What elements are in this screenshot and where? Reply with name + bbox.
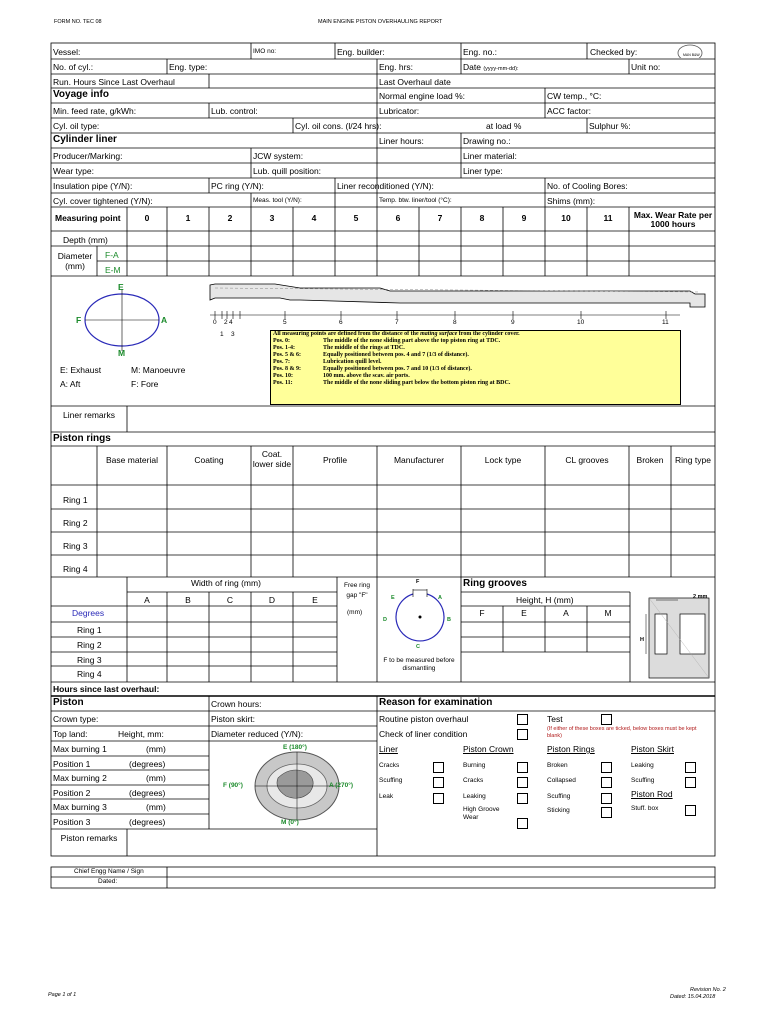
check-liner-label: Check of liner condition bbox=[379, 729, 468, 739]
chief-sign-label: Chief Engg Name / Sign bbox=[74, 868, 144, 875]
groove-col-E: E bbox=[521, 608, 527, 618]
crown-item-checkbox[interactable] bbox=[517, 762, 528, 773]
rod-item-checkbox[interactable] bbox=[685, 805, 696, 816]
producer-label: Producer/Marking: bbox=[53, 151, 123, 161]
eng-type-label: Eng. type: bbox=[169, 62, 208, 72]
scale-1: 1 bbox=[220, 331, 224, 338]
voyage-info-title: Voyage info bbox=[53, 89, 109, 100]
scale-8: 8 bbox=[453, 319, 457, 326]
measuring-point-7: 7 bbox=[437, 213, 443, 223]
measuring-points-note: All measuring points are defined from the distance of the mating surface from the cylinder cover. Pos. 0: The middle of the none sliding part above the top piston ring at TDC. Pos. 1-4: The middle of the rings at TDC. Pos. 5 & 6: Equally positioned between pos. 4 and 7 (1/3 of distance). Pos. 7: Lubrication quill level. Pos. 8 & 9: Equally positioned between pos. 7 and 10 (1/3 of distance). Pos. 10: 100 mm. above the scav. air ports. Pos. 11: The middle of the none sliding part below the bottom piston ring at BDC. bbox=[270, 330, 681, 405]
min-feed-label: Min. feed rate, g/kWh: bbox=[53, 106, 137, 116]
eng-no-label: Eng. no.: bbox=[463, 47, 498, 57]
form-number: FORM NO. TEC 08 bbox=[54, 19, 102, 25]
cylinder-liner-title: Cylinder liner bbox=[53, 134, 117, 145]
note-row: Pos. 5 & 6: Equally positioned between pos. 4 and 7 (1/3 of distance). bbox=[273, 352, 469, 358]
note-row: Pos. 10: 100 mm. above the scav. air ports. bbox=[273, 373, 410, 379]
note-row: Pos. 11: The middle of the none sliding part below the bottom piston ring at BDC. bbox=[273, 380, 511, 386]
liner-item-checkbox[interactable] bbox=[433, 777, 444, 788]
liner-type-label: Liner type: bbox=[463, 166, 503, 176]
crown-item-checkbox[interactable] bbox=[517, 793, 528, 804]
note-row: Pos. 8 & 9: Equally positioned between pos. 7 and 10 (1/3 of distance). bbox=[273, 366, 472, 372]
crown-a: A (270°) bbox=[329, 782, 354, 789]
scale-5: 5 bbox=[283, 319, 287, 326]
liner-heading: Liner bbox=[379, 744, 398, 754]
shims-label: Shims (mm): bbox=[547, 196, 596, 206]
width-ring-label: Ring 4 bbox=[77, 669, 102, 679]
liner-item-checkbox[interactable] bbox=[433, 762, 444, 773]
rings-item-label: Broken bbox=[547, 762, 568, 769]
cw-temp-label: CW temp., °C: bbox=[547, 91, 602, 101]
note-row: Pos. 1-4: The middle of the rings at TDC. bbox=[273, 345, 405, 351]
legend-manoeuvre: M: Manoeuvre bbox=[131, 365, 186, 375]
burning-row-label: Position 3 bbox=[53, 817, 91, 827]
piston-rings-title: Piston rings bbox=[53, 433, 111, 444]
insulation-label: Insulation pipe (Y/N): bbox=[53, 181, 133, 191]
meas-tool-label: Meas. tool (Y/N): bbox=[253, 197, 302, 204]
liner-remarks-input[interactable] bbox=[130, 409, 710, 429]
groove-h: H bbox=[640, 637, 644, 643]
ring-header-7: Broken bbox=[636, 455, 664, 465]
liner-profile-drawing bbox=[210, 284, 705, 319]
skirt-item-label: Leaking bbox=[631, 762, 654, 769]
width-ring-label: Ring 3 bbox=[77, 655, 102, 665]
lubricator-label: Lubricator: bbox=[379, 106, 420, 116]
note-row: Pos. 0: The middle of the none sliding part above the top piston ring at TDC. bbox=[273, 338, 501, 344]
crown-item-label: Leaking bbox=[463, 793, 486, 800]
measuring-point-3: 3 bbox=[269, 213, 275, 223]
free-ring-gap-drawing bbox=[396, 589, 444, 641]
date-label: Date (yyyy-mm-dd): bbox=[463, 62, 519, 72]
burning-row-unit: (mm) bbox=[146, 773, 166, 783]
checked-by-label: Checked by: bbox=[590, 47, 638, 57]
liner-recond-label: Liner reconditioned (Y/N): bbox=[337, 181, 434, 191]
crown-item-label: Cracks bbox=[463, 777, 484, 784]
unit-no-label: Unit no: bbox=[631, 62, 661, 72]
scale-2: 2 bbox=[224, 319, 228, 326]
liner-item-checkbox[interactable] bbox=[433, 793, 444, 804]
ring-header-1: Coating bbox=[194, 455, 224, 465]
form-title: MAIN ENGINE PISTON OVERHAULING REPORT bbox=[318, 19, 443, 25]
gap-b: B bbox=[447, 617, 451, 623]
free-gap-mm: (mm) bbox=[347, 609, 363, 616]
burning-row-label: Position 1 bbox=[53, 759, 91, 769]
crown-e: E (180°) bbox=[283, 744, 307, 751]
scale-6: 6 bbox=[339, 319, 343, 326]
revision-date: Dated: 15.04.2018 bbox=[670, 994, 716, 1000]
rod-item-label: Stuff. box bbox=[631, 805, 659, 812]
scale-0: 0 bbox=[213, 319, 217, 326]
liner-item-label: Cracks bbox=[379, 762, 400, 769]
ring-row-label: Ring 1 bbox=[63, 495, 88, 505]
liner-material-label: Liner material: bbox=[463, 151, 517, 161]
liner-item-label: Leak bbox=[379, 793, 394, 800]
measuring-point-8: 8 bbox=[479, 213, 485, 223]
legend-fore: F: Fore bbox=[131, 379, 159, 389]
gap-d: D bbox=[383, 617, 387, 623]
skirt-item-checkbox[interactable] bbox=[685, 762, 696, 773]
routine-checkbox[interactable] bbox=[517, 714, 528, 725]
ring-row-label: Ring 2 bbox=[63, 518, 88, 528]
test-checkbox[interactable] bbox=[601, 714, 612, 725]
at-load-label: at load % bbox=[486, 121, 522, 131]
rings-item-label: Scuffing bbox=[547, 793, 571, 800]
eng-hrs-label: Eng. hrs: bbox=[379, 62, 414, 72]
width-col-A: A bbox=[144, 595, 150, 605]
last-overhaul-label: Last Overhaul date bbox=[379, 77, 451, 87]
crown-m: M (0°) bbox=[281, 819, 299, 826]
drawing-no-label: Drawing no.: bbox=[463, 136, 511, 146]
liner-hours-label: Liner hours: bbox=[379, 136, 424, 146]
rings-item-checkbox[interactable] bbox=[601, 807, 612, 818]
width-col-E: E bbox=[312, 595, 318, 605]
height-mm-label: Height, mm: bbox=[118, 729, 164, 739]
diagram-e-label: E bbox=[118, 282, 124, 292]
measuring-point-2: 2 bbox=[227, 213, 233, 223]
vessel-input[interactable] bbox=[90, 46, 248, 57]
scale-11: 11 bbox=[662, 319, 669, 326]
lub-quill-label: Lub. quill position: bbox=[253, 166, 322, 176]
burning-row-unit: (degrees) bbox=[129, 759, 166, 769]
measuring-point-1: 1 bbox=[185, 213, 191, 223]
degrees-label: Degrees bbox=[72, 608, 105, 618]
measuring-point-label: Measuring point bbox=[55, 213, 121, 223]
fa-label: F-A bbox=[105, 250, 119, 260]
burning-row-label: Max burning 2 bbox=[53, 773, 107, 783]
rod-heading: Piston Rod bbox=[631, 789, 673, 799]
scale-10: 10 bbox=[577, 319, 585, 326]
measuring-point-0: 0 bbox=[144, 213, 150, 223]
hours-since-label: Hours since last overhaul: bbox=[53, 684, 160, 694]
diam-reduced-label: Diameter reduced (Y/N): bbox=[211, 729, 304, 739]
ring-row-label: Ring 4 bbox=[63, 564, 88, 574]
width-col-D: D bbox=[268, 595, 276, 605]
company-logo: MAN B&W bbox=[676, 44, 704, 58]
ring-groove-drawing bbox=[646, 598, 709, 678]
groove-col-M: M bbox=[604, 608, 612, 618]
skirt-item-checkbox[interactable] bbox=[685, 777, 696, 788]
rings-heading: Piston Rings bbox=[547, 744, 595, 754]
width-col-C: C bbox=[226, 595, 234, 605]
cooling-bores-label: No. of Cooling Bores: bbox=[547, 181, 628, 191]
crown-item-label: High Groove Wear bbox=[463, 806, 500, 821]
imo-label: IMO no: bbox=[253, 48, 277, 55]
max-wear-label: Max. Wear Rate per 1000 hours bbox=[633, 210, 713, 229]
skirt-item-label: Scuffing bbox=[631, 777, 655, 784]
rings-item-checkbox[interactable] bbox=[601, 793, 612, 804]
liner-ellipse-drawing bbox=[85, 289, 159, 351]
measuring-point-5: 5 bbox=[353, 213, 359, 223]
temp-btw-label: Temp. btw. liner/tool (°C): bbox=[379, 197, 452, 204]
burning-row-label: Position 2 bbox=[53, 788, 91, 798]
width-title: Width of ring (mm) bbox=[191, 578, 261, 588]
groove-col-F: F bbox=[479, 608, 485, 618]
ring-header-3: Profile bbox=[322, 455, 348, 465]
legend-aft: A: Aft bbox=[60, 379, 81, 389]
groove-col-A: A bbox=[563, 608, 569, 618]
skirt-heading: Piston Skirt bbox=[631, 744, 674, 754]
measuring-point-4: 4 bbox=[311, 213, 317, 223]
scale-4: 4 bbox=[229, 319, 233, 326]
crown-item-checkbox[interactable] bbox=[517, 777, 528, 788]
ring-header-0: Base material bbox=[106, 455, 158, 465]
cyl-oil-type-label: Cyl. oil type: bbox=[53, 121, 100, 131]
crown-hours-label: Crown hours: bbox=[211, 699, 262, 709]
burning-row-unit: (mm) bbox=[146, 744, 166, 754]
height-label: Height, H (mm) bbox=[516, 595, 574, 605]
ring-header-8: Ring type bbox=[675, 455, 711, 465]
gap-e: E bbox=[391, 595, 395, 601]
scale-7: 7 bbox=[395, 319, 399, 326]
free-gap-label: Free ring gap "F" bbox=[343, 582, 370, 599]
note-row: Pos. 7: Lubrication quill level. bbox=[273, 359, 382, 365]
gap-note: F to be measured before dismantling bbox=[383, 657, 455, 672]
diagram-a-label: A bbox=[161, 315, 168, 325]
jcw-label: JCW system: bbox=[253, 151, 304, 161]
run-hours-label: Run. Hours Since Last Overhaul bbox=[53, 77, 175, 87]
top-land-label: Top land: bbox=[53, 729, 88, 739]
liner-item-label: Scuffing bbox=[379, 777, 403, 784]
width-ring-label: Ring 1 bbox=[77, 625, 102, 635]
page-number: Page 1 of 1 bbox=[48, 992, 77, 998]
legend-exhaust: E: Exhaust bbox=[60, 365, 102, 375]
chief-sign-input[interactable] bbox=[170, 868, 710, 876]
ring-header-6: CL grooves bbox=[565, 455, 609, 465]
no-cyl-label: No. of cyl.: bbox=[53, 62, 94, 72]
diagram-f-label: F bbox=[76, 315, 82, 325]
burning-row-label: Max burning 1 bbox=[53, 744, 107, 754]
burning-row-unit: (degrees) bbox=[129, 817, 166, 827]
normal-load-label: Normal engine load %: bbox=[379, 91, 465, 101]
piston-remarks-label: Piston remarks bbox=[60, 833, 118, 843]
reason-title: Reason for examination bbox=[379, 697, 493, 708]
dated-input[interactable] bbox=[170, 878, 710, 886]
ring-header-2: Coat. lower side bbox=[252, 449, 292, 469]
pc-ring-label: PC ring (Y/N): bbox=[211, 181, 264, 191]
rings-item-label: Sticking bbox=[547, 807, 570, 814]
crown-heading: Piston Crown bbox=[463, 744, 514, 754]
acc-factor-label: ACC factor: bbox=[547, 106, 591, 116]
burning-row-unit: (degrees) bbox=[129, 788, 166, 798]
routine-label: Routine piston overhaul bbox=[379, 714, 469, 724]
lub-control-label: Lub. control: bbox=[211, 106, 258, 116]
crown-type-label: Crown type: bbox=[53, 714, 99, 724]
revision: Revision No. 2 bbox=[690, 987, 726, 993]
diagram-m-label: M bbox=[118, 348, 126, 358]
cyl-oil-cons-label: Cyl. oil cons. (l/24 hrs): bbox=[295, 121, 382, 131]
ring-row-label: Ring 3 bbox=[63, 541, 88, 551]
test-label: Test bbox=[547, 714, 563, 724]
cyl-cover-label: Cyl. cover tightened (Y/N): bbox=[53, 196, 153, 206]
sulphur-label: Sulphur %: bbox=[589, 121, 631, 131]
groove-2mm: 2 mm bbox=[693, 594, 708, 600]
measuring-point-11: 11 bbox=[603, 213, 613, 223]
rings-item-label: Collapsed bbox=[547, 777, 576, 784]
gap-f: F bbox=[416, 579, 420, 585]
crown-item-checkbox[interactable] bbox=[517, 818, 528, 829]
width-ring-label: Ring 2 bbox=[77, 640, 102, 650]
gap-c: C bbox=[416, 644, 420, 650]
tick-note: (If either of these boxes are ticked, below boxes must be kept blank) bbox=[547, 726, 697, 739]
depth-label: Depth (mm) bbox=[63, 235, 108, 245]
diameter-label: Diameter (mm) bbox=[57, 251, 93, 271]
measuring-point-6: 6 bbox=[395, 213, 401, 223]
ring-grooves-title: Ring grooves bbox=[463, 578, 527, 589]
burning-row-unit: (mm) bbox=[146, 802, 166, 812]
scale-3: 3 bbox=[231, 331, 235, 338]
dated-label: Dated: bbox=[98, 878, 118, 885]
scale-9: 9 bbox=[511, 319, 515, 326]
ring-header-5: Lock type bbox=[484, 455, 522, 465]
em-label: E-M bbox=[105, 265, 121, 275]
liner-remarks-label: Liner remarks bbox=[63, 410, 115, 420]
rings-item-checkbox[interactable] bbox=[601, 762, 612, 773]
piston-title: Piston bbox=[53, 697, 84, 708]
wear-type-label: Wear type: bbox=[53, 166, 94, 176]
burning-row-label: Max burning 3 bbox=[53, 802, 107, 812]
piston-crown-drawing bbox=[255, 752, 339, 820]
gap-a: A bbox=[438, 595, 442, 601]
ring-header-4: Manufacturer bbox=[393, 455, 445, 465]
eng-builder-label: Eng. builder: bbox=[337, 47, 385, 57]
piston-remarks-input[interactable] bbox=[130, 832, 373, 853]
measuring-point-10: 10 bbox=[561, 213, 571, 223]
measuring-point-9: 9 bbox=[521, 213, 527, 223]
check-liner-checkbox[interactable] bbox=[517, 729, 528, 740]
crown-f: F (90°) bbox=[223, 782, 243, 789]
piston-skirt-label: Piston skirt: bbox=[211, 714, 255, 724]
crown-item-label: Burning bbox=[463, 762, 486, 769]
width-col-B: B bbox=[185, 595, 191, 605]
rings-item-checkbox[interactable] bbox=[601, 777, 612, 788]
vessel-label: Vessel: bbox=[53, 47, 81, 57]
